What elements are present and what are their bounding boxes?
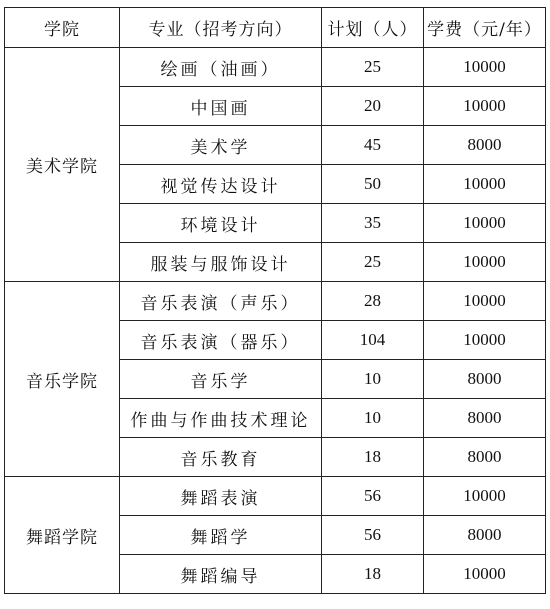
fee-cell: 10000 xyxy=(424,243,546,282)
major-cell: 视觉传达设计 xyxy=(120,165,322,204)
college-cell: 音乐学院 xyxy=(5,282,120,477)
plan-cell: 25 xyxy=(322,48,424,87)
plan-cell: 56 xyxy=(322,516,424,555)
plan-cell: 104 xyxy=(322,321,424,360)
table-row xyxy=(5,477,546,516)
table-row xyxy=(5,282,546,321)
header-fee: 学费（元/年） xyxy=(424,8,546,48)
fee-cell: 8000 xyxy=(424,516,546,555)
header-college: 学院 xyxy=(5,8,120,48)
major-cell: 舞蹈学 xyxy=(120,516,322,555)
major-cell: 舞蹈编导 xyxy=(120,555,322,594)
plan-cell: 50 xyxy=(322,165,424,204)
admissions-plan-table xyxy=(4,7,546,594)
header-plan: 计划（人） xyxy=(322,8,424,48)
fee-cell: 10000 xyxy=(424,48,546,87)
major-cell: 绘画（油画） xyxy=(120,48,322,87)
plan-cell: 20 xyxy=(322,87,424,126)
fee-cell: 10000 xyxy=(424,282,546,321)
fee-cell: 10000 xyxy=(424,204,546,243)
plan-cell: 18 xyxy=(322,555,424,594)
major-cell: 舞蹈表演 xyxy=(120,477,322,516)
table-row xyxy=(5,48,546,87)
fee-cell: 8000 xyxy=(424,399,546,438)
major-cell: 中国画 xyxy=(120,87,322,126)
plan-cell: 25 xyxy=(322,243,424,282)
major-cell: 作曲与作曲技术理论 xyxy=(120,399,322,438)
fee-cell: 10000 xyxy=(424,165,546,204)
major-cell: 服装与服饰设计 xyxy=(120,243,322,282)
fee-cell: 8000 xyxy=(424,126,546,165)
major-cell: 美术学 xyxy=(120,126,322,165)
plan-cell: 10 xyxy=(322,399,424,438)
header-row xyxy=(5,8,546,48)
plan-cell: 28 xyxy=(322,282,424,321)
major-cell: 音乐学 xyxy=(120,360,322,399)
header-major: 专业（招考方向） xyxy=(120,8,322,48)
plan-cell: 18 xyxy=(322,438,424,477)
fee-cell: 10000 xyxy=(424,321,546,360)
plan-cell: 10 xyxy=(322,360,424,399)
fee-cell: 10000 xyxy=(424,477,546,516)
plan-cell: 45 xyxy=(322,126,424,165)
fee-cell: 8000 xyxy=(424,360,546,399)
table-body xyxy=(5,48,546,594)
college-cell: 舞蹈学院 xyxy=(5,477,120,594)
fee-cell: 8000 xyxy=(424,438,546,477)
major-cell: 音乐表演（器乐） xyxy=(120,321,322,360)
major-cell: 音乐教育 xyxy=(120,438,322,477)
fee-cell: 10000 xyxy=(424,555,546,594)
major-cell: 环境设计 xyxy=(120,204,322,243)
fee-cell: 10000 xyxy=(424,87,546,126)
college-cell: 美术学院 xyxy=(5,48,120,282)
plan-cell: 35 xyxy=(322,204,424,243)
plan-cell: 56 xyxy=(322,477,424,516)
major-cell: 音乐表演（声乐） xyxy=(120,282,322,321)
